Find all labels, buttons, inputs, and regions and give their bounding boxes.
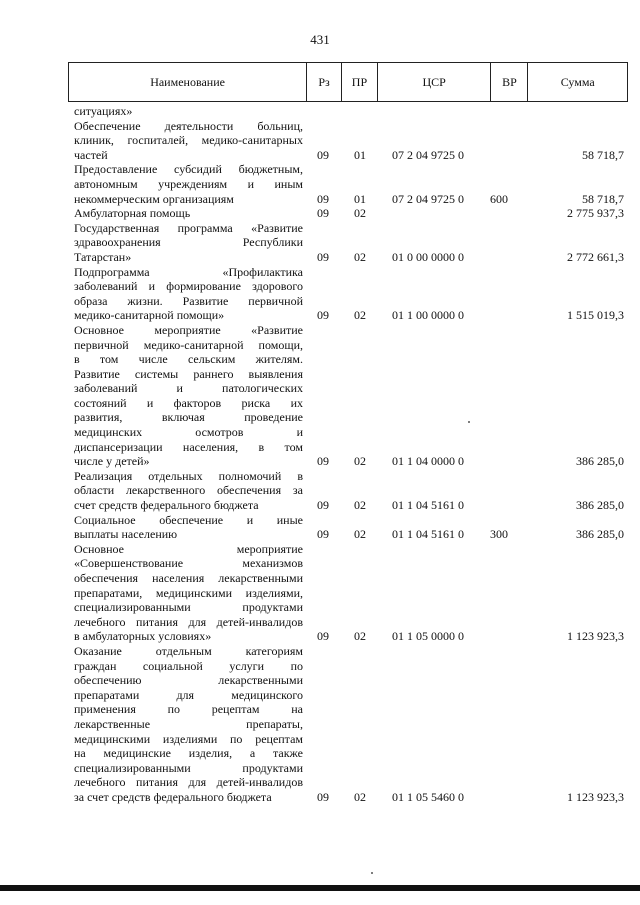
row-name-line: применения по рецептам на	[74, 702, 303, 717]
row-name-line: Подпрограмма «Профилактика	[74, 264, 303, 279]
row-name	[74, 206, 303, 221]
row-sum: 58 718,7	[582, 191, 624, 206]
scan-speck	[468, 421, 470, 423]
row-pr: 02	[354, 789, 366, 804]
header-rz: Рз	[306, 63, 341, 101]
row-rz: 09	[317, 454, 329, 469]
row-name-line: Развитие системы раннего выявления	[74, 366, 303, 381]
row-name-line: лечебного питания для детей-инвалидов	[74, 775, 303, 790]
table-row	[74, 542, 626, 644]
row-name-line: препаратами для медицинского	[74, 687, 303, 702]
row-name-line: Основное мероприятие «Развитие	[74, 322, 303, 337]
row-pr: 01	[354, 147, 366, 162]
row-name-line: Государственная программа «Развитие	[74, 220, 303, 235]
row-csr: 01 1 05 5460 0	[392, 789, 464, 804]
row-csr: 07 2 04 9725 0	[392, 191, 464, 206]
row-name-line: Амбулаторная помощь	[74, 206, 191, 221]
row-name	[74, 119, 303, 163]
row-name-line: медико-санитарной помощи»	[74, 308, 225, 323]
row-pr: 01	[354, 191, 366, 206]
row-name-line: медицинских осмотров и	[74, 425, 303, 440]
row-name	[74, 323, 303, 469]
row-pr: 02	[354, 498, 366, 513]
row-pr: 02	[354, 308, 366, 323]
header-csr: ЦСР	[377, 63, 491, 101]
table-row	[74, 513, 626, 542]
row-sum: 1 123 923,3	[567, 629, 624, 644]
row-name	[74, 644, 303, 805]
row-name-line: развития, включая проведение	[74, 410, 303, 425]
row-name-line: счет средств федерального бюджета	[74, 498, 259, 513]
row-name-line: обеспечения населения лекарственными	[74, 571, 303, 585]
row-rz: 09	[317, 147, 329, 162]
table-row	[74, 162, 626, 206]
row-name-line: на медицинские изделия, а также	[74, 746, 303, 761]
table-row	[74, 265, 626, 323]
row-pr: 02	[354, 249, 366, 264]
row-csr: 01 1 05 0000 0	[392, 629, 464, 644]
row-name-line: области лекарственного обеспечения за	[74, 483, 303, 498]
row-name-line: заболеваний и формирование здорового	[74, 279, 303, 294]
table-row	[74, 323, 626, 469]
row-csr: 01 1 00 0000 0	[392, 308, 464, 323]
row-rz: 09	[317, 249, 329, 264]
row-rz: 09	[317, 191, 329, 206]
table-body	[74, 104, 626, 805]
row-sum: 58 718,7	[582, 147, 624, 162]
row-pr: 02	[354, 527, 366, 542]
row-sum: 386 285,0	[576, 454, 624, 469]
row-name-line: «Совершенствование механизмов	[74, 556, 303, 571]
row-csr: 01 0 00 0000 0	[392, 249, 464, 264]
table-row	[74, 221, 626, 265]
scan-speck	[371, 872, 373, 874]
row-pr: 02	[354, 454, 366, 469]
row-rz: 09	[317, 629, 329, 644]
row-name-line: состояний и факторов риска их	[74, 395, 303, 410]
row-name-line: препаратами, медицинскими изделиями,	[74, 585, 303, 600]
row-name	[74, 221, 303, 265]
row-sum: 386 285,0	[576, 498, 624, 513]
row-pr: 02	[354, 629, 366, 644]
row-name-line: образа жизни. Развитие первичной	[74, 293, 303, 308]
row-csr: 01 1 04 0000 0	[392, 454, 464, 469]
table-row	[74, 206, 626, 221]
row-name-line: некоммерческим организациям	[74, 191, 234, 206]
row-name-line: автономным учреждениям и иным	[74, 176, 303, 191]
row-name-line: Предоставление субсидий бюджетным,	[74, 162, 303, 177]
row-name-line: Социальное обеспечение и иные	[74, 512, 303, 527]
row-name	[74, 162, 303, 206]
row-name	[74, 513, 303, 542]
row-name-line: медицинскими изделиями по рецептам	[74, 731, 303, 746]
row-name-line: специализированными продуктами	[74, 760, 303, 775]
row-sum: 2 772 661,3	[567, 249, 624, 264]
table-header	[68, 62, 628, 102]
table-row	[74, 119, 626, 163]
table-row	[74, 104, 626, 119]
row-name-line: Реализация отдельных полномочий в	[74, 468, 303, 483]
row-sum: 386 285,0	[576, 527, 624, 542]
row-sum: 1 515 019,3	[567, 308, 624, 323]
row-rz: 09	[317, 498, 329, 513]
row-name	[74, 265, 303, 323]
row-name-line: граждан социальной услуги по	[74, 658, 303, 673]
row-name-line: заболеваний и патологических	[74, 381, 303, 396]
bottom-border	[0, 885, 640, 891]
row-name-line: частей	[74, 147, 108, 162]
row-csr: 07 2 04 9725 0	[392, 147, 464, 162]
row-sum: 1 123 923,3	[567, 789, 624, 804]
page-number: 431	[310, 32, 330, 47]
row-csr: 01 1 04 5161 0	[392, 527, 464, 542]
row-name-line: лечебного питания для детей-инвалидов	[74, 614, 303, 629]
row-name-line: за счет средств федерального бюджета	[74, 789, 272, 804]
row-name-line: в том числе сельским жителям.	[74, 352, 303, 367]
row-name	[74, 469, 303, 513]
row-name-line: здравоохранения Республики	[74, 235, 303, 250]
row-name-line: Оказание отдельным категориям	[74, 643, 303, 658]
table-row	[74, 469, 626, 513]
row-name	[74, 542, 303, 644]
header-vr: ВР	[490, 63, 527, 101]
row-name-line: лекарственные препараты,	[74, 716, 303, 731]
row-vr: 300	[490, 527, 508, 542]
row-rz: 09	[317, 789, 329, 804]
row-name-line: выплаты населению	[74, 527, 178, 542]
header-name: Наименование	[150, 74, 225, 89]
table-row	[74, 644, 626, 805]
row-rz: 09	[317, 527, 329, 542]
row-name-line: Татарстан»	[74, 249, 132, 264]
row-name-line: обеспечению лекарственными	[74, 673, 303, 688]
row-pr: 02	[354, 206, 366, 221]
row-name-line: диспансеризации населения, в том	[74, 439, 303, 454]
row-sum: 2 775 937,3	[567, 206, 624, 221]
row-name-line: клиник, госпиталей, медико-санитарных	[74, 133, 303, 148]
row-vr: 600	[490, 191, 508, 206]
row-name	[74, 104, 303, 119]
row-name-line: Основное мероприятие	[74, 541, 303, 556]
row-csr: 01 1 04 5161 0	[392, 498, 464, 513]
row-name-line: специализированными продуктами	[74, 600, 303, 615]
row-rz: 09	[317, 308, 329, 323]
row-name-line: первичной медико-санитарной помощи,	[74, 337, 303, 352]
row-name-line: числе у детей»	[74, 454, 150, 469]
row-name-line: Обеспечение деятельности больниц,	[74, 118, 303, 133]
header-sum: Сумма	[527, 63, 627, 101]
row-name-line: ситуациях»	[74, 104, 133, 118]
row-rz: 09	[317, 206, 329, 221]
header-pr: ПР	[341, 63, 377, 101]
row-name-line: в амбулаторных условиях»	[74, 629, 212, 644]
